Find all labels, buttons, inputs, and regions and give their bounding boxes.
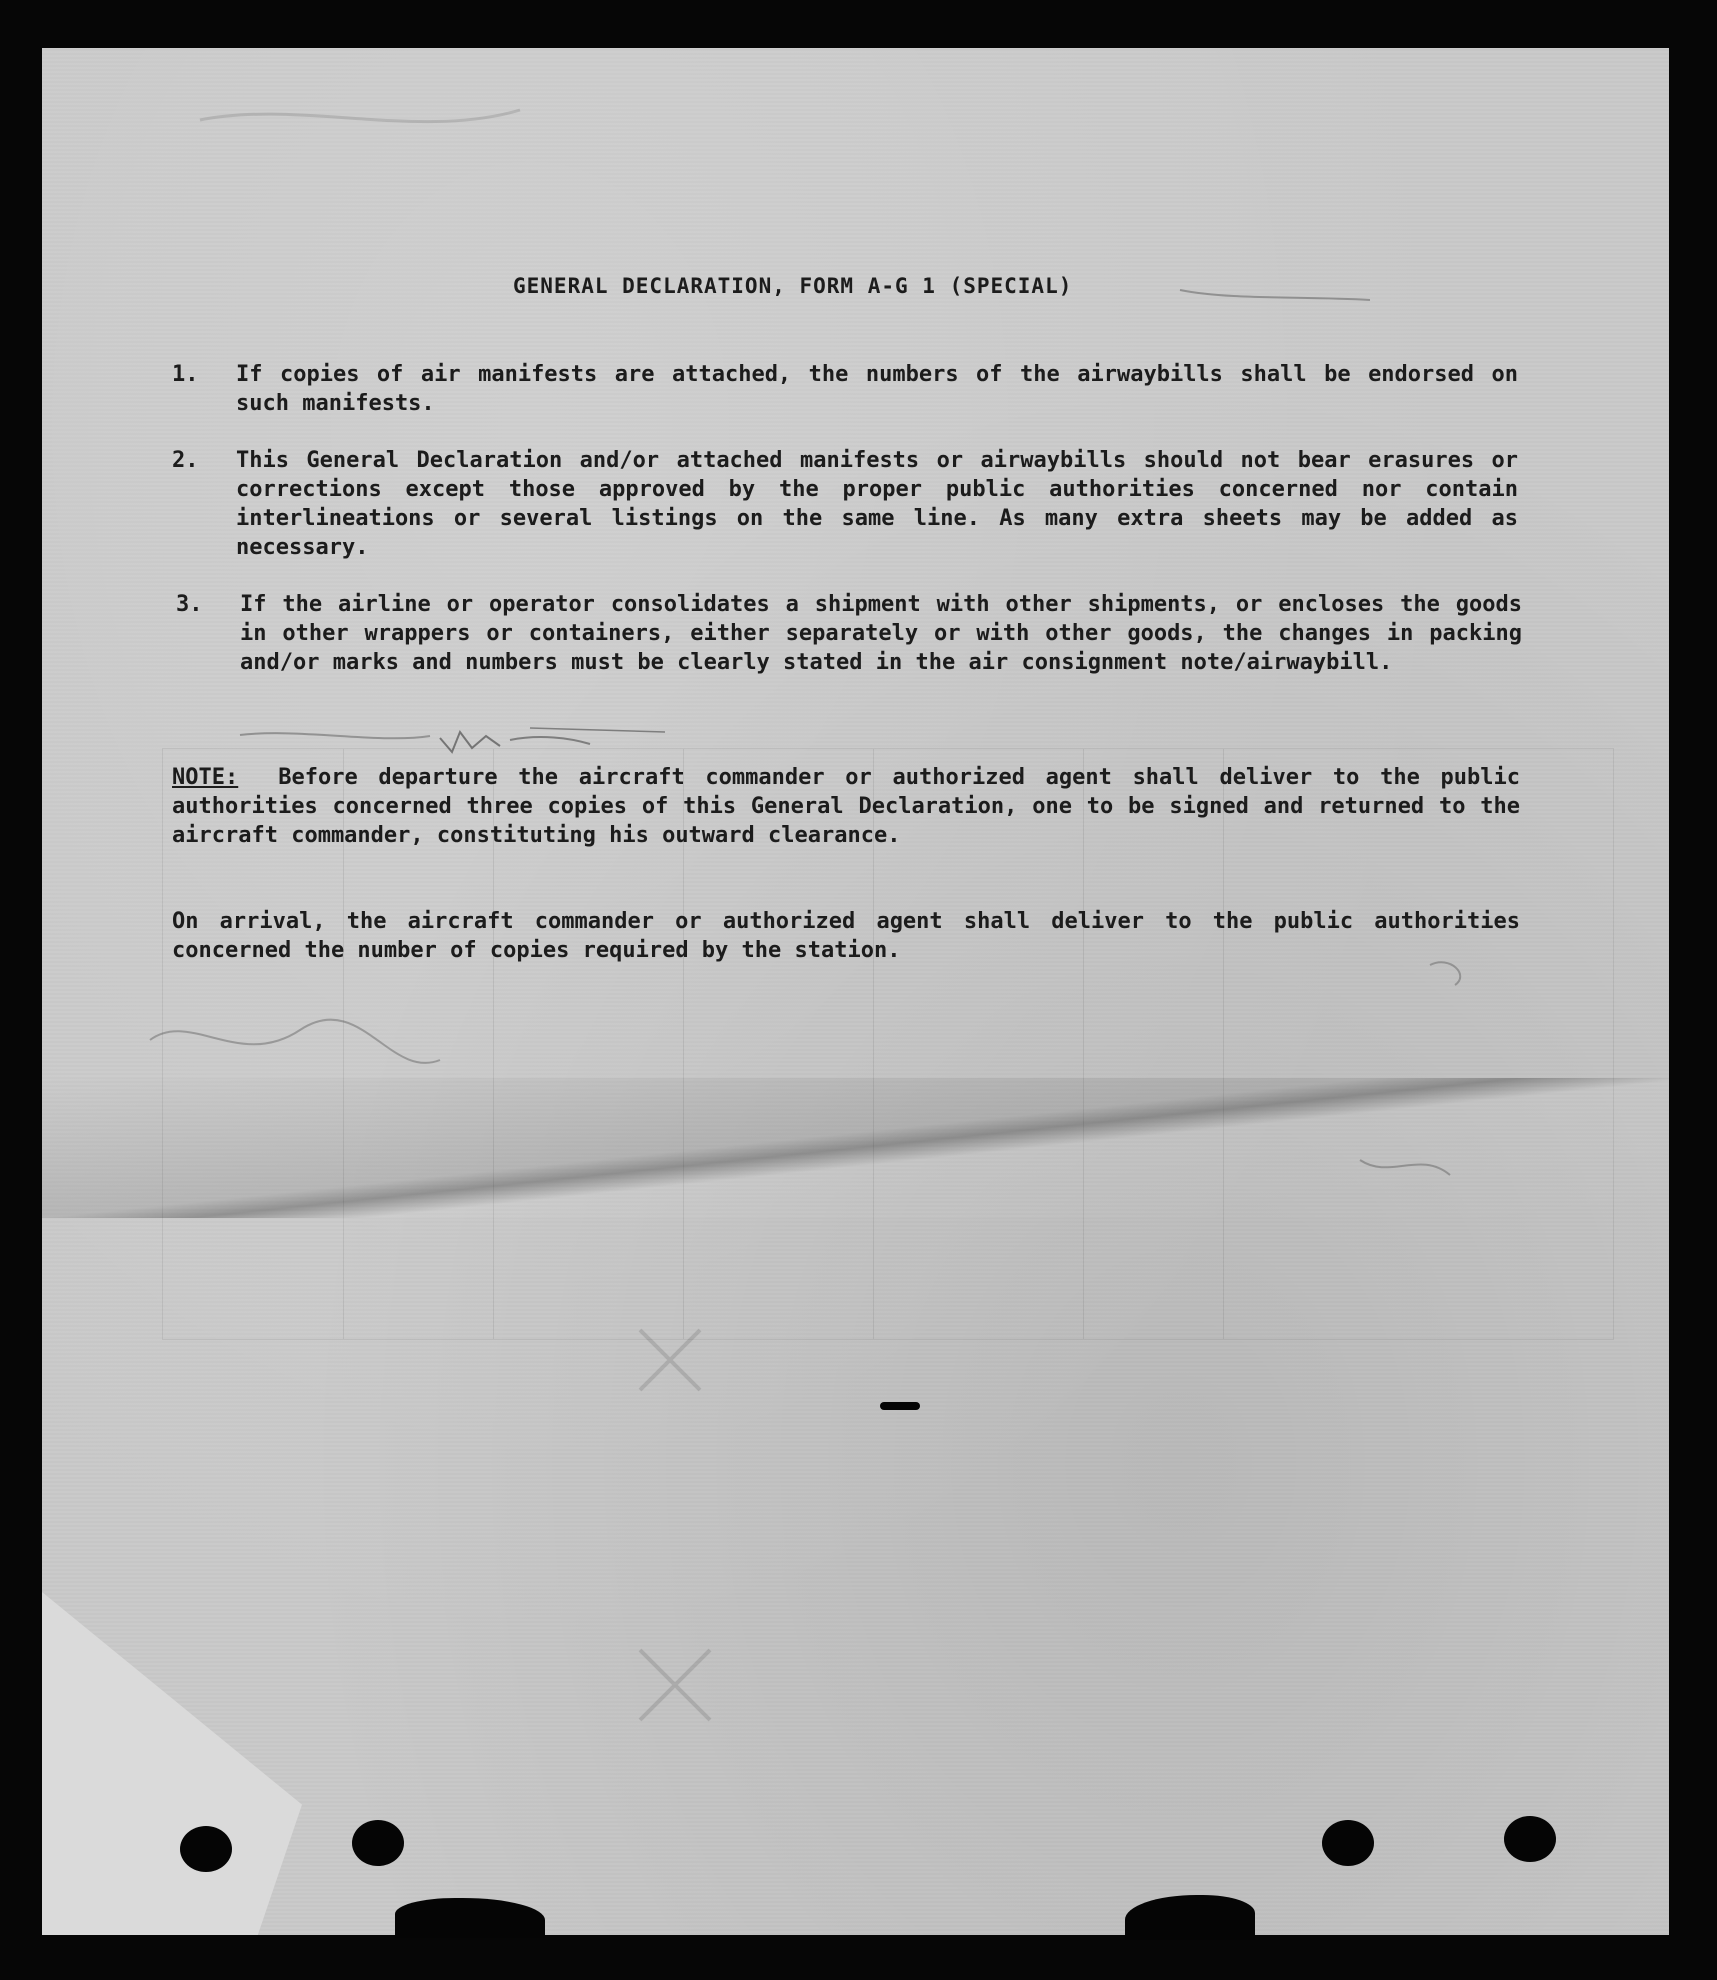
note-text: Before departure the aircraft commander or authorized agent shall deliver to the public authorities concerned three copies of this General Declaration, one to be signed and returned to the aircraft commander, constituting his outward clearance. bbox=[172, 765, 1520, 848]
instruction-text: If copies of air manifests are attached, the numbers of the airwaybills shall be endorsed on such manifests. bbox=[236, 362, 1518, 416]
instruction-number: 3. bbox=[176, 592, 203, 617]
paper-sheet bbox=[42, 48, 1669, 1935]
instruction-text: This General Declaration and/or attached manifests or airwaybills should not bear erasures or corrections except those approved by the proper public authorities concerned nor contain interlineations or several listings on the same line. As many extra sheets may be added as necessary. bbox=[236, 448, 1518, 560]
ink-speck bbox=[880, 1402, 920, 1410]
instruction-number: 2. bbox=[172, 448, 199, 473]
punch-hole bbox=[352, 1820, 404, 1866]
torn-edge bbox=[395, 1898, 545, 1938]
punch-hole bbox=[1322, 1820, 1374, 1866]
arrival-note: On arrival, the aircraft commander or authorized agent shall deliver to the public authorities concerned the number of copies required by the station. bbox=[172, 909, 1520, 963]
departure-note bbox=[172, 763, 1520, 850]
torn-edge bbox=[1125, 1895, 1255, 1940]
note-label: NOTE: bbox=[172, 765, 239, 790]
punch-hole bbox=[180, 1826, 232, 1872]
form-title: GENERAL DECLARATION, FORM A-G 1 (SPECIAL) bbox=[513, 274, 1073, 298]
instruction-number: 1. bbox=[172, 362, 199, 387]
instruction-text: If the airline or operator consolidates a shipment with other shipments, or encloses the goods in other wrappers or containers, either separately or with other goods, the changes in packing and/or marks and numbers must be clearly stated in the air consignment note/airwaybill. bbox=[240, 592, 1522, 675]
punch-hole bbox=[1504, 1816, 1556, 1862]
